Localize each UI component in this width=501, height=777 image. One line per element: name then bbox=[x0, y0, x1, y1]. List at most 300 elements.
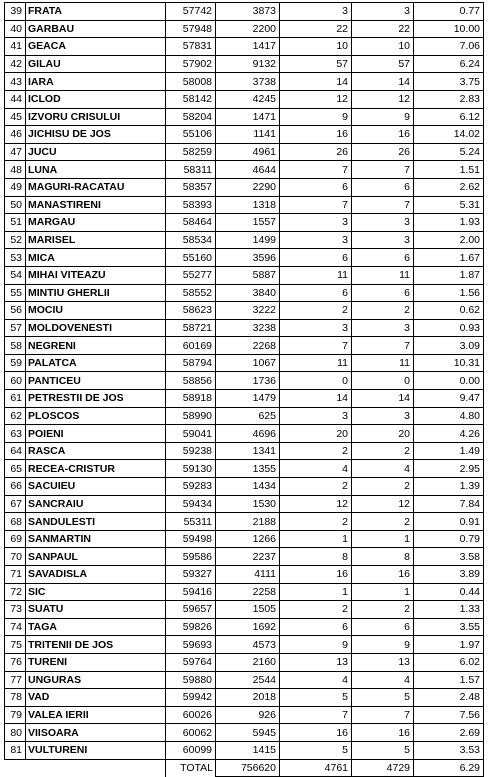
table-row bbox=[5, 108, 484, 126]
value-col-a: 7 bbox=[280, 337, 352, 355]
population: 1557 bbox=[216, 214, 280, 232]
commune-name: SANCRAIU bbox=[26, 495, 166, 513]
value-col-b: 9 bbox=[352, 636, 414, 654]
commune-name: SANDULESTI bbox=[26, 513, 166, 531]
value-col-b: 2 bbox=[352, 513, 414, 531]
siruta-code: 59283 bbox=[166, 478, 216, 496]
value-col-c: 6.02 bbox=[414, 653, 484, 671]
table-row bbox=[5, 319, 484, 337]
commune-name: PANTICEU bbox=[26, 372, 166, 390]
value-col-a: 12 bbox=[280, 495, 352, 513]
value-col-b: 11 bbox=[352, 266, 414, 284]
table-row bbox=[5, 90, 484, 108]
table-row bbox=[5, 618, 484, 636]
value-col-c: 0.77 bbox=[414, 3, 484, 21]
value-col-c: 0.44 bbox=[414, 583, 484, 601]
value-col-a: 14 bbox=[280, 73, 352, 91]
siruta-code: 58311 bbox=[166, 161, 216, 179]
siruta-code: 60099 bbox=[166, 741, 216, 759]
total-col-a: 4761 bbox=[280, 759, 352, 777]
siruta-code: 60169 bbox=[166, 337, 216, 355]
value-col-c: 4.80 bbox=[414, 407, 484, 425]
commune-name: PLOSCOS bbox=[26, 407, 166, 425]
population: 1067 bbox=[216, 354, 280, 372]
table-row bbox=[5, 143, 484, 161]
table-row bbox=[5, 390, 484, 408]
table-row bbox=[5, 354, 484, 372]
population: 2160 bbox=[216, 653, 280, 671]
value-col-a: 9 bbox=[280, 636, 352, 654]
commune-name: MINTIU GHERLII bbox=[26, 284, 166, 302]
siruta-code: 59238 bbox=[166, 442, 216, 460]
value-col-c: 1.49 bbox=[414, 442, 484, 460]
table-row bbox=[5, 566, 484, 584]
value-col-a: 3 bbox=[280, 407, 352, 425]
value-col-b: 6 bbox=[352, 618, 414, 636]
commune-name: SIC bbox=[26, 583, 166, 601]
value-col-a: 6 bbox=[280, 249, 352, 267]
commune-name: MOLDOVENESTI bbox=[26, 319, 166, 337]
row-number: 63 bbox=[5, 425, 26, 443]
row-number: 76 bbox=[5, 653, 26, 671]
table-row bbox=[5, 653, 484, 671]
commune-name: NEGRENI bbox=[26, 337, 166, 355]
value-col-b: 2 bbox=[352, 478, 414, 496]
row-number: 57 bbox=[5, 319, 26, 337]
commune-name: SACUIEU bbox=[26, 478, 166, 496]
siruta-code: 58259 bbox=[166, 143, 216, 161]
population: 1479 bbox=[216, 390, 280, 408]
commune-name: UNGURAS bbox=[26, 671, 166, 689]
commune-name: MICA bbox=[26, 249, 166, 267]
table-row bbox=[5, 231, 484, 249]
siruta-code: 59880 bbox=[166, 671, 216, 689]
table-row bbox=[5, 741, 484, 759]
value-col-a: 16 bbox=[280, 126, 352, 144]
table-row bbox=[5, 73, 484, 91]
siruta-code: 58794 bbox=[166, 354, 216, 372]
row-number: 43 bbox=[5, 73, 26, 91]
population: 1530 bbox=[216, 495, 280, 513]
value-col-a: 12 bbox=[280, 90, 352, 108]
value-col-c: 10.00 bbox=[414, 20, 484, 38]
row-number: 74 bbox=[5, 618, 26, 636]
commune-name: FRATA bbox=[26, 3, 166, 21]
value-col-c: 0.93 bbox=[414, 319, 484, 337]
value-col-c: 6.24 bbox=[414, 55, 484, 73]
commune-name: MARISEL bbox=[26, 231, 166, 249]
commune-name: MIHAI VITEAZU bbox=[26, 266, 166, 284]
value-col-a: 14 bbox=[280, 390, 352, 408]
commune-name: MAGURI-RACATAU bbox=[26, 178, 166, 196]
table-row bbox=[5, 671, 484, 689]
value-col-a: 10 bbox=[280, 38, 352, 56]
commune-name: MOCIU bbox=[26, 302, 166, 320]
value-col-a: 9 bbox=[280, 108, 352, 126]
value-col-b: 10 bbox=[352, 38, 414, 56]
population: 1499 bbox=[216, 231, 280, 249]
commune-name: GEACA bbox=[26, 38, 166, 56]
row-number: 50 bbox=[5, 196, 26, 214]
row-number: 51 bbox=[5, 214, 26, 232]
value-col-a: 3 bbox=[280, 319, 352, 337]
value-col-b: 57 bbox=[352, 55, 414, 73]
commune-name: SUATU bbox=[26, 601, 166, 619]
table-row bbox=[5, 161, 484, 179]
row-number: 41 bbox=[5, 38, 26, 56]
value-col-a: 3 bbox=[280, 3, 352, 21]
table-row bbox=[5, 724, 484, 742]
value-col-c: 7.84 bbox=[414, 495, 484, 513]
table-row bbox=[5, 214, 484, 232]
row-number: 45 bbox=[5, 108, 26, 126]
commune-name: SAVADISLA bbox=[26, 566, 166, 584]
value-col-a: 57 bbox=[280, 55, 352, 73]
population: 2268 bbox=[216, 337, 280, 355]
commune-name: RECEA-CRISTUR bbox=[26, 460, 166, 478]
value-col-a: 7 bbox=[280, 196, 352, 214]
value-col-a: 2 bbox=[280, 302, 352, 320]
value-col-a: 13 bbox=[280, 653, 352, 671]
table-row bbox=[5, 284, 484, 302]
value-col-c: 7.06 bbox=[414, 38, 484, 56]
value-col-c: 1.56 bbox=[414, 284, 484, 302]
siruta-code: 58990 bbox=[166, 407, 216, 425]
value-col-b: 0 bbox=[352, 372, 414, 390]
total-col-c: 6.29 bbox=[414, 759, 484, 777]
value-col-a: 3 bbox=[280, 214, 352, 232]
value-col-a: 20 bbox=[280, 425, 352, 443]
total-label: TOTAL bbox=[166, 759, 216, 777]
row-number: 52 bbox=[5, 231, 26, 249]
row-number: 67 bbox=[5, 495, 26, 513]
table-row bbox=[5, 478, 484, 496]
commune-name: SANMARTIN bbox=[26, 530, 166, 548]
value-col-b: 3 bbox=[352, 407, 414, 425]
value-col-a: 4 bbox=[280, 671, 352, 689]
value-col-c: 2.83 bbox=[414, 90, 484, 108]
row-number: 53 bbox=[5, 249, 26, 267]
population: 3840 bbox=[216, 284, 280, 302]
commune-name: PALATCA bbox=[26, 354, 166, 372]
siruta-code: 60062 bbox=[166, 724, 216, 742]
commune-name: GARBAU bbox=[26, 20, 166, 38]
row-number: 44 bbox=[5, 90, 26, 108]
row-number: 68 bbox=[5, 513, 26, 531]
value-col-a: 4 bbox=[280, 460, 352, 478]
value-col-c: 3.55 bbox=[414, 618, 484, 636]
siruta-code: 58552 bbox=[166, 284, 216, 302]
row-number: 71 bbox=[5, 566, 26, 584]
siruta-code: 59434 bbox=[166, 495, 216, 513]
population: 4644 bbox=[216, 161, 280, 179]
population: 1415 bbox=[216, 741, 280, 759]
row-number: 69 bbox=[5, 530, 26, 548]
row-number: 66 bbox=[5, 478, 26, 496]
table-row bbox=[5, 38, 484, 56]
population: 1417 bbox=[216, 38, 280, 56]
table-row bbox=[5, 126, 484, 144]
row-number: 40 bbox=[5, 20, 26, 38]
value-col-c: 9.47 bbox=[414, 390, 484, 408]
population: 4573 bbox=[216, 636, 280, 654]
value-col-b: 3 bbox=[352, 231, 414, 249]
commune-name: LUNA bbox=[26, 161, 166, 179]
population: 1736 bbox=[216, 372, 280, 390]
value-col-a: 0 bbox=[280, 372, 352, 390]
row-number: 55 bbox=[5, 284, 26, 302]
table-row bbox=[5, 302, 484, 320]
siruta-code: 58464 bbox=[166, 214, 216, 232]
value-col-a: 22 bbox=[280, 20, 352, 38]
siruta-code: 59498 bbox=[166, 530, 216, 548]
siruta-code: 59327 bbox=[166, 566, 216, 584]
siruta-code: 57948 bbox=[166, 20, 216, 38]
population: 5887 bbox=[216, 266, 280, 284]
value-col-b: 8 bbox=[352, 548, 414, 566]
value-col-b: 3 bbox=[352, 319, 414, 337]
value-col-b: 16 bbox=[352, 126, 414, 144]
value-col-a: 5 bbox=[280, 689, 352, 707]
table-row bbox=[5, 706, 484, 724]
population: 1141 bbox=[216, 126, 280, 144]
value-col-b: 14 bbox=[352, 390, 414, 408]
commune-name: IZVORU CRISULUI bbox=[26, 108, 166, 126]
table-row bbox=[5, 548, 484, 566]
population: 2290 bbox=[216, 178, 280, 196]
population: 3738 bbox=[216, 73, 280, 91]
row-number: 49 bbox=[5, 178, 26, 196]
value-col-b: 14 bbox=[352, 73, 414, 91]
row-number: 81 bbox=[5, 741, 26, 759]
commune-name: VAD bbox=[26, 689, 166, 707]
table-row bbox=[5, 425, 484, 443]
table-row bbox=[5, 337, 484, 355]
value-col-b: 3 bbox=[352, 3, 414, 21]
value-col-a: 3 bbox=[280, 231, 352, 249]
commune-name: TRITENII DE JOS bbox=[26, 636, 166, 654]
population: 4696 bbox=[216, 425, 280, 443]
commune-name: JICHISU DE JOS bbox=[26, 126, 166, 144]
table-row bbox=[5, 178, 484, 196]
value-col-b: 13 bbox=[352, 653, 414, 671]
siruta-code: 58856 bbox=[166, 372, 216, 390]
table-row bbox=[5, 583, 484, 601]
value-col-b: 6 bbox=[352, 249, 414, 267]
value-col-a: 16 bbox=[280, 724, 352, 742]
value-col-b: 2 bbox=[352, 302, 414, 320]
value-col-c: 1.97 bbox=[414, 636, 484, 654]
value-col-a: 11 bbox=[280, 266, 352, 284]
row-number: 77 bbox=[5, 671, 26, 689]
siruta-code: 58204 bbox=[166, 108, 216, 126]
value-col-a: 11 bbox=[280, 354, 352, 372]
value-col-a: 5 bbox=[280, 741, 352, 759]
value-col-b: 20 bbox=[352, 425, 414, 443]
value-col-b: 7 bbox=[352, 196, 414, 214]
commune-name: PETRESTII DE JOS bbox=[26, 390, 166, 408]
population: 1692 bbox=[216, 618, 280, 636]
population: 3222 bbox=[216, 302, 280, 320]
commune-name: GILAU bbox=[26, 55, 166, 73]
table-row bbox=[5, 372, 484, 390]
population: 1505 bbox=[216, 601, 280, 619]
value-col-a: 16 bbox=[280, 566, 352, 584]
siruta-code: 57742 bbox=[166, 3, 216, 21]
population: 4961 bbox=[216, 143, 280, 161]
population: 9132 bbox=[216, 55, 280, 73]
row-number: 80 bbox=[5, 724, 26, 742]
value-col-b: 26 bbox=[352, 143, 414, 161]
value-col-a: 6 bbox=[280, 284, 352, 302]
value-col-c: 0.00 bbox=[414, 372, 484, 390]
population: 2258 bbox=[216, 583, 280, 601]
value-col-a: 2 bbox=[280, 478, 352, 496]
value-col-b: 4 bbox=[352, 671, 414, 689]
population: 625 bbox=[216, 407, 280, 425]
row-number: 42 bbox=[5, 55, 26, 73]
siruta-code: 58534 bbox=[166, 231, 216, 249]
siruta-code: 58721 bbox=[166, 319, 216, 337]
value-col-a: 1 bbox=[280, 583, 352, 601]
value-col-c: 4.26 bbox=[414, 425, 484, 443]
row-number: 58 bbox=[5, 337, 26, 355]
value-col-b: 12 bbox=[352, 495, 414, 513]
value-col-c: 3.58 bbox=[414, 548, 484, 566]
value-col-c: 5.24 bbox=[414, 143, 484, 161]
value-col-c: 1.87 bbox=[414, 266, 484, 284]
commune-name: POIENI bbox=[26, 425, 166, 443]
siruta-code: 59416 bbox=[166, 583, 216, 601]
population: 1471 bbox=[216, 108, 280, 126]
siruta-code: 58142 bbox=[166, 90, 216, 108]
value-col-b: 7 bbox=[352, 161, 414, 179]
value-col-c: 3.89 bbox=[414, 566, 484, 584]
value-col-b: 5 bbox=[352, 689, 414, 707]
commune-name: RASCA bbox=[26, 442, 166, 460]
table-row bbox=[5, 249, 484, 267]
row-number: 73 bbox=[5, 601, 26, 619]
siruta-code: 55277 bbox=[166, 266, 216, 284]
table-row bbox=[5, 495, 484, 513]
value-col-b: 9 bbox=[352, 108, 414, 126]
value-col-b: 6 bbox=[352, 284, 414, 302]
table-row bbox=[5, 689, 484, 707]
value-col-b: 2 bbox=[352, 442, 414, 460]
table-row bbox=[5, 530, 484, 548]
population: 5945 bbox=[216, 724, 280, 742]
siruta-code: 59826 bbox=[166, 618, 216, 636]
value-col-c: 7.56 bbox=[414, 706, 484, 724]
value-col-a: 7 bbox=[280, 161, 352, 179]
siruta-code: 59942 bbox=[166, 689, 216, 707]
row-number: 61 bbox=[5, 390, 26, 408]
table-row bbox=[5, 601, 484, 619]
value-col-c: 1.51 bbox=[414, 161, 484, 179]
commune-name: ICLOD bbox=[26, 90, 166, 108]
value-col-a: 8 bbox=[280, 548, 352, 566]
row-number: 65 bbox=[5, 460, 26, 478]
row-number: 75 bbox=[5, 636, 26, 654]
row-number: 39 bbox=[5, 3, 26, 21]
value-col-c: 1.57 bbox=[414, 671, 484, 689]
siruta-code: 58008 bbox=[166, 73, 216, 91]
table-row bbox=[5, 3, 484, 21]
siruta-code: 57902 bbox=[166, 55, 216, 73]
value-col-b: 4 bbox=[352, 460, 414, 478]
row-number: 60 bbox=[5, 372, 26, 390]
value-col-c: 6.12 bbox=[414, 108, 484, 126]
value-col-c: 2.95 bbox=[414, 460, 484, 478]
siruta-code: 59657 bbox=[166, 601, 216, 619]
siruta-code: 55311 bbox=[166, 513, 216, 531]
value-col-a: 2 bbox=[280, 442, 352, 460]
table-row bbox=[5, 266, 484, 284]
row-number: 47 bbox=[5, 143, 26, 161]
value-col-c: 10.31 bbox=[414, 354, 484, 372]
row-number: 72 bbox=[5, 583, 26, 601]
value-col-a: 7 bbox=[280, 706, 352, 724]
value-col-c: 5.31 bbox=[414, 196, 484, 214]
value-col-c: 1.67 bbox=[414, 249, 484, 267]
value-col-a: 1 bbox=[280, 530, 352, 548]
commune-name: IARA bbox=[26, 73, 166, 91]
population: 3596 bbox=[216, 249, 280, 267]
table-row bbox=[5, 513, 484, 531]
population: 3873 bbox=[216, 3, 280, 21]
siruta-code: 57831 bbox=[166, 38, 216, 56]
siruta-code: 59041 bbox=[166, 425, 216, 443]
value-col-c: 0.91 bbox=[414, 513, 484, 531]
population: 1434 bbox=[216, 478, 280, 496]
table-row bbox=[5, 460, 484, 478]
row-number: 59 bbox=[5, 354, 26, 372]
value-col-a: 2 bbox=[280, 601, 352, 619]
value-col-b: 5 bbox=[352, 741, 414, 759]
value-col-b: 16 bbox=[352, 566, 414, 584]
value-col-b: 11 bbox=[352, 354, 414, 372]
population: 3238 bbox=[216, 319, 280, 337]
value-col-c: 2.48 bbox=[414, 689, 484, 707]
value-col-c: 0.62 bbox=[414, 302, 484, 320]
siruta-code: 58393 bbox=[166, 196, 216, 214]
row-number: 79 bbox=[5, 706, 26, 724]
total-population: 756620 bbox=[216, 759, 280, 777]
value-col-a: 6 bbox=[280, 618, 352, 636]
siruta-code: 60026 bbox=[166, 706, 216, 724]
value-col-b: 7 bbox=[352, 337, 414, 355]
value-col-a: 2 bbox=[280, 513, 352, 531]
table-row bbox=[5, 407, 484, 425]
siruta-code: 59130 bbox=[166, 460, 216, 478]
population: 2237 bbox=[216, 548, 280, 566]
population: 2018 bbox=[216, 689, 280, 707]
value-col-b: 1 bbox=[352, 530, 414, 548]
table-row bbox=[5, 196, 484, 214]
value-col-c: 3.09 bbox=[414, 337, 484, 355]
value-col-c: 14.02 bbox=[414, 126, 484, 144]
population: 1318 bbox=[216, 196, 280, 214]
siruta-code: 55160 bbox=[166, 249, 216, 267]
row-number: 64 bbox=[5, 442, 26, 460]
siruta-code: 58623 bbox=[166, 302, 216, 320]
commune-name: MARGAU bbox=[26, 214, 166, 232]
row-number: 46 bbox=[5, 126, 26, 144]
value-col-a: 6 bbox=[280, 178, 352, 196]
siruta-code: 59764 bbox=[166, 653, 216, 671]
value-col-c: 1.39 bbox=[414, 478, 484, 496]
table-row bbox=[5, 55, 484, 73]
